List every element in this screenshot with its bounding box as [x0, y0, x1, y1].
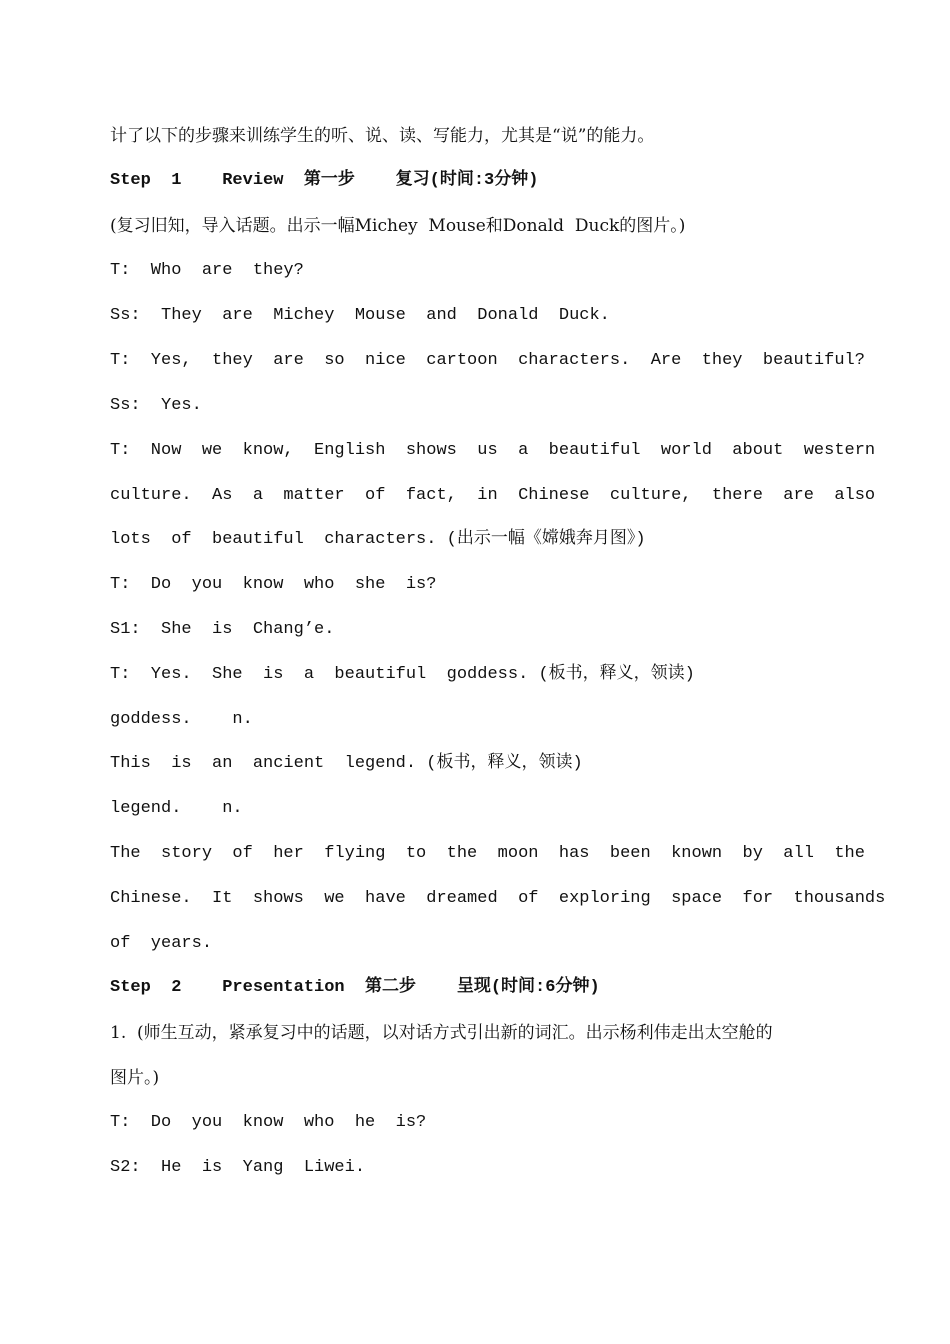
- dialogue-line: S1: She is Chang’e.: [110, 620, 335, 639]
- dialogue-line: of years.: [110, 934, 213, 953]
- dialogue-line: T: Do you know who he is?: [110, 1113, 427, 1132]
- dialogue-line: Chinese. It shows we have dreamed of exploring space for thousands: [110, 889, 886, 908]
- step-1-heading: Step 1 Review 第一步 复习(时间:3分钟): [110, 171, 539, 190]
- dialogue-line: T: Yes. She is a beautiful goddess. (板书，释义，领读): [110, 665, 695, 684]
- dialogue-line: culture. As a matter of fact, in Chinese culture, there are also: [110, 486, 876, 505]
- text-line: 图片。): [110, 1068, 160, 1088]
- vocabulary-line: goddess. n.: [110, 710, 253, 729]
- dialogue-line: Ss: Yes.: [110, 396, 202, 415]
- dialogue-line: T: Yes, they are so nice cartoon characters. Are they beautiful?: [110, 351, 865, 370]
- dialogue-line: lots of beautiful characters. (出示一幅《嫦娥奔月图》): [110, 530, 646, 549]
- dialogue-line: T: Now we know, English shows us a beautiful world about western: [110, 441, 876, 460]
- text-line: 1. (师生互动，紧承复习中的话题，以对话方式引出新的词汇。出示杨利伟走出太空舱的: [110, 1023, 773, 1043]
- step-2-heading: Step 2 Presentation 第二步 呈现(时间:6分钟): [110, 978, 600, 997]
- dialogue-line: T: Who are they?: [110, 261, 304, 280]
- dialogue-line: The story of her flying to the moon has been known by all the: [110, 844, 865, 863]
- text-line: (复习旧知，导入话题。出示一幅Michey Mouse和Donald Duck的图片。): [110, 216, 686, 236]
- text-line: 计了以下的步骤来训练学生的听、说、读、写能力，尤其是“说”的能力。: [110, 126, 655, 146]
- dialogue-line: S2: He is Yang Liwei.: [110, 1158, 366, 1177]
- dialogue-line: Ss: They are Michey Mouse and Donald Duck.: [110, 306, 610, 325]
- dialogue-line: This is an ancient legend. (板书，释义，领读): [110, 754, 583, 773]
- vocabulary-line: legend. n.: [110, 799, 243, 818]
- dialogue-line: T: Do you know who she is?: [110, 575, 437, 594]
